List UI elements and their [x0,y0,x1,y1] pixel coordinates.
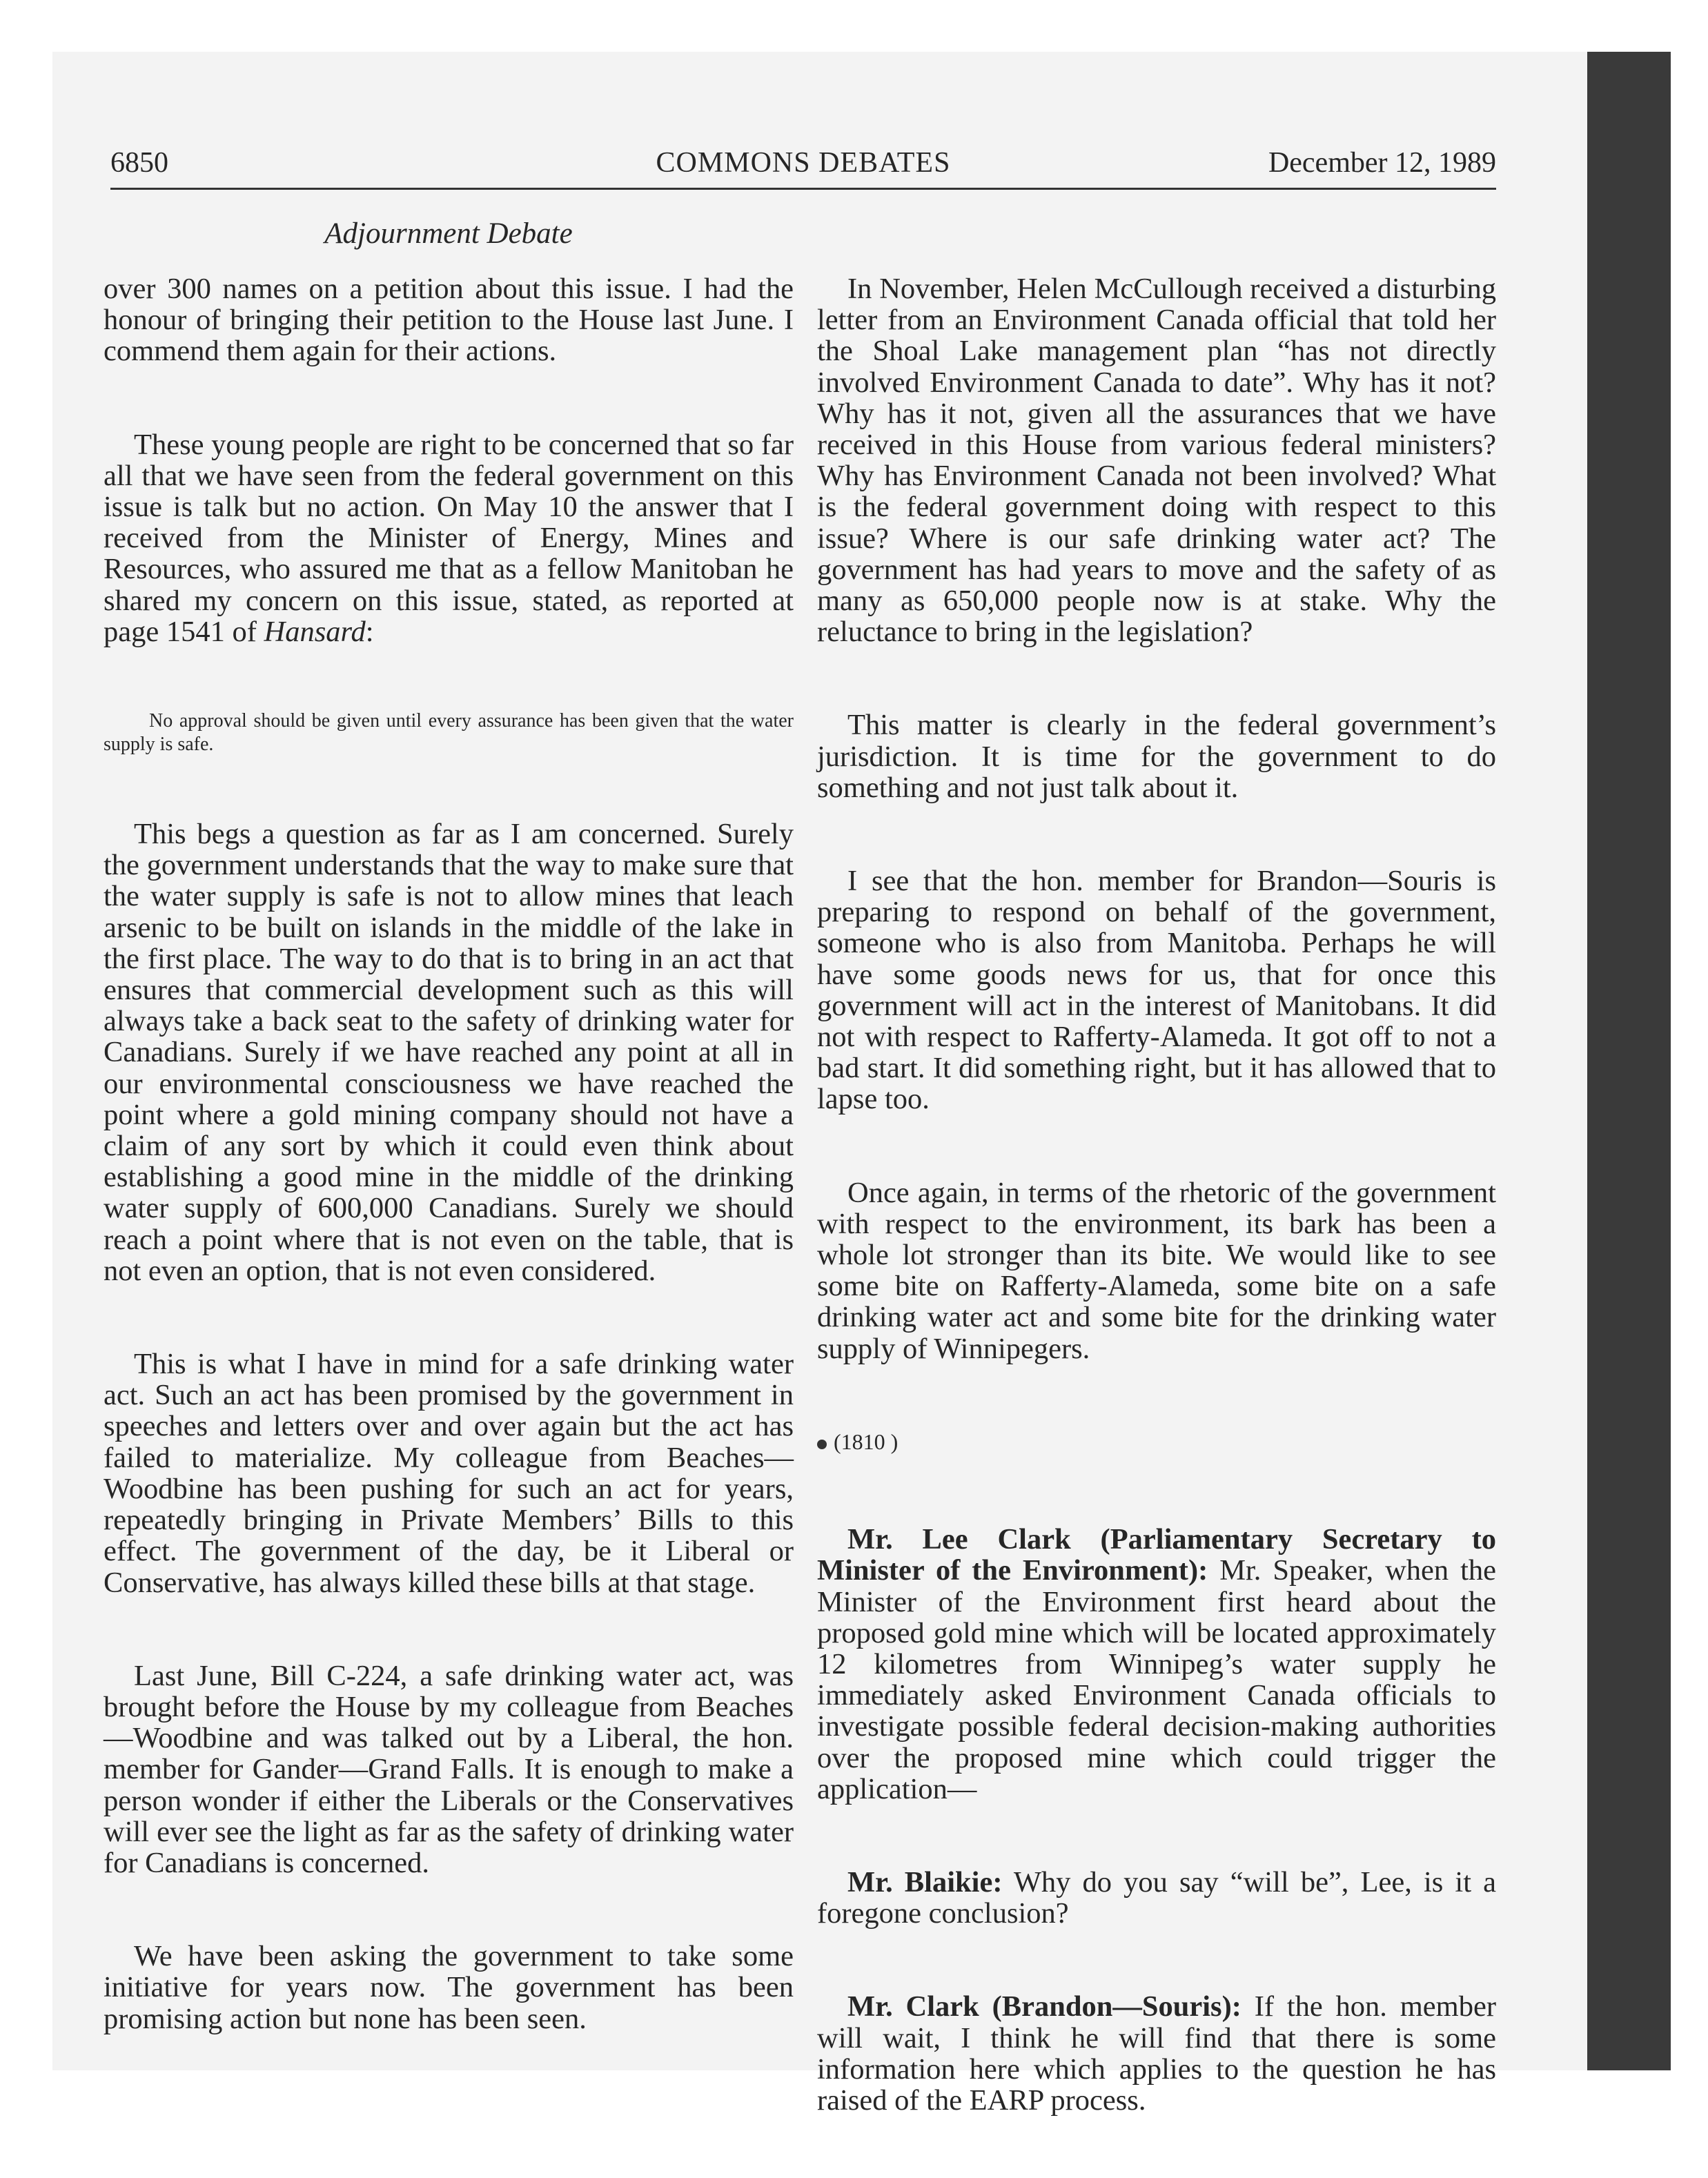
bullet-icon [817,1440,827,1449]
speech-paragraph: Mr. Blaikie: Why do you say “will be”, Lee, is it a foregone conclusion? [817,1865,1496,1930]
paragraph: This matter is clearly in the federal government’s jurisdiction. It is time for the government to do something and not just talk about it. [817,709,1496,804]
speech-paragraph: Mr. Clark (Brandon—Souris): If the hon. member will wait, I think he will find that there is some information here which applies to the question he has raised of the EARP process. [817,1990,1496,2117]
paragraph: over 300 names on a petition about this issue. I had the honour of bringing their petition to the House last June. I commend them again for their actions. [104,273,794,368]
paragraph: Last June, Bill C-224, a safe drinking water act, was brought before the House by my colleague from Beaches—Woodbine and was talked out by a Liberal, the hon. member for Gander—Grand Falls. It is enough to make a person wonder if either the Liberals or the Conservatives will ever see the light as far as the safety of drinking water for Canadians is concerned. [104,1659,794,1879]
publication-title: COMMONS DEBATES [656,147,951,179]
speech-paragraph: Mr. Lee Clark (Parliamentary Secretary to Minister of the Environment): Mr. Speaker, when the Minister of the Environment first heard about the proposed gold mine which will be located approximately 12 kilometres from Winnipeg’s water supply he immediately asked Environment Canada officials to investigate possible federal decision-making authorities over the proposed mine which could trigger the application— [817,1523,1496,1805]
publication-date: December 12, 1989 [1268,147,1496,179]
header-rule [110,188,1496,190]
paragraph: We have been asking the government to take some initiative for years now. The government has been promising action but none has been seen. [104,1940,794,2035]
time-marker: (1810 ) [817,1426,1496,1458]
hansard-title: Hansard [264,615,366,648]
page-number: 6850 [110,147,168,179]
section-title: Adjournment Debate [324,217,573,250]
left-column [104,273,794,2097]
speaker-name: Mr. Blaikie: [847,1865,1003,1899]
speaker-name: Mr. Lee Clark (Parliamentary Secretary to Minister of the Environment): [817,1523,1496,1587]
paragraph: This begs a question as far as I am concerned. Surely the government understands that the way to make sure that the water supply is safe is not to allow mines that leach arsenic to be built on islands in the middle of the lake in the first place. The way to do that is to bring in an act that ensures that commercial development such as this will always take a back seat to the safety of drinking water for Canadians. Surely if we have reached any point at all in our environmental consciousness we have reached the point where a gold mining company should not have a claim of any sort by which it could even think about establishing a good mine in the middle of the drinking water supply of 600,000 Canadians. Surely we should reach a point where that is not even on the table, that is not even an option, that is not even considered. [104,818,794,1287]
paragraph: This is what I have in mind for a safe drinking water act. Such an act has been promised by the government in speeches and letters over and over again but the act has failed to materialize. My colleague from Beaches—Woodbine has been pushing for such an act for years, repeatedly bringing in Private Members’ Bills to this effect. The government of the day, be it Liberal or Conservative, has always killed these bills at that stage. [104,1348,794,1599]
block-quote: No approval should be given until every assurance has been given that the water supply is safe. [104,710,794,756]
speaker-name: Mr. Clark (Brandon—Souris): [847,1990,1241,2023]
paragraph: Once again, in terms of the rhetoric of the government with respect to the environment, its bark has been a whole lot stronger than its bite. We would like to see some bite on Rafferty-Alameda, some bite on a safe drinking water act and some bite for the drinking water supply of Winnipegers. [817,1176,1496,1365]
paragraph: These young people are right to be concerned that so far all that we have seen from the federal government on this issue is talk but no action. On May 10 the answer that I received from the Minister of Energy, Mines and Resources, who assured me that as a fellow Manitoban he shared my concern on this issue, stated, as reported at page 1541 of Hansard: [104,428,794,648]
scan-edge-shadow [1587,52,1671,2070]
right-column [817,273,1496,2178]
paragraph: I see that the hon. member for Brandon—Souris is preparing to respond on behalf of the government, someone who is also from Manitoba. Perhaps he will have some goods news for us, that for once this government will act in the interest of Manitobans. It did not with respect to Rafferty-Alameda. It got off to not a bad start. It did something right, but it has allowed that to lapse too. [817,865,1496,1116]
paragraph: In November, Helen McCullough received a disturbing letter from an Environment Canada official that told her the Shoal Lake management plan “has not directly involved Environment Canada to date”. Why has it not? Why has it not, given all the assurances that we have received in this House from various federal ministers? Why has Environment Canada not been involved? What is the federal government doing with respect to this issue? Where is our safe drinking water act? The government has had years to move and the safety of as many as 650,000 people now is at stake. Why the reluctance to bring in the legislation? [817,273,1496,649]
